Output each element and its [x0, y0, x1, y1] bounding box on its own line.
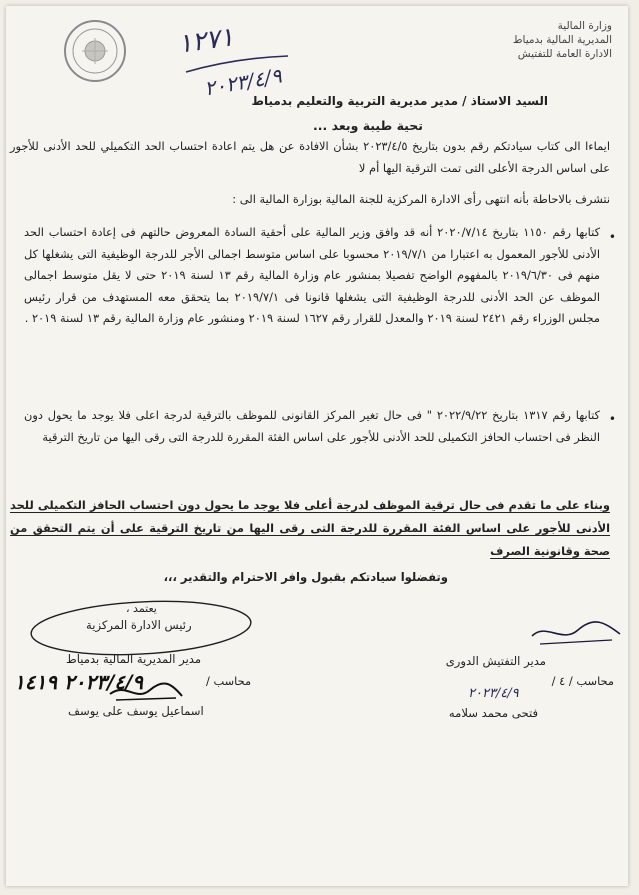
bullet-marker: • [608, 412, 616, 426]
left-signatory-name: اسماعيل يوسف على يوسف [68, 704, 204, 718]
bullet-item-1: كتابها رقم ١١٥٠ بتاريخ ٢٠٢٠/٧/١٤ أنه قد وافق وزير المالية على أحقية السادة المعروض حالتهم فى إعادة احتساب الحد الأدنى للأجور المعمول به اعتبارا من ٢٠١٩/٧/١ محسوبا على اساس متوسط اجمالى الأجر للدرجة الوظيفية التى يشغلها كل منهم فى ٢٠١٩/٦/٣٠ بالمفهوم الواضح تفصيلا بمنشور عام وزارة المالية رقم ١٣ لسنة ٢٠١٩ حتى لا يقل متوسط اجمالى الموظف عن الحد الأدنى للدرجة الوظيفية التى يشغلها قانونا فى ٢٠١٩/٧/١ بما يتحقق معه المستهدف من قرار رئيس مجلس الوزراء رقم ٢٤٢١ لسنة ٢٠١٩ والمعدل للقرار رقم ١٦٢٧ لسنة ٢٠١٩ ومنشور عام وزارة المالية رقم ١٣ لسنة ٢٠١٩ . [24, 225, 601, 325]
bullet-item-2: كتابها رقم ١٣١٧ بتاريخ ٢٠٢٢/٩/٢٢ " فى حال تغير المركز القانونى للموظف بالترقية لدرجة اعلى فلا يوجد ما يحول دون النظر فى احتساب الحافز التكميلى للحد الأدنى للأجور على اساس الفئة المقررة للدرجة التى رقى اليها من تاريخ الترقية [24, 408, 600, 444]
right-signatory-name: فتحى محمد سلامه [448, 706, 538, 720]
conclusion-paragraph: وبناء على ما تقدم فى حال ترقية الموظف لدرجة أعلى فلا يوجد ما يحول دون احتساب الحافز التكميلى للحد الأدنى للأجور على اساس الفئة المقررة للدرجة التى رقى اليها من تاريخ الترقية على أن يتم التحقق من صحة وقانونية الصرف [10, 498, 610, 558]
handwritten-reference-date: ٢٠٢٣/٤/٩ [202, 63, 284, 101]
addressee-line: السيد الاستاذ / مدير مديرية التربية والتعليم بدمياط [251, 94, 548, 108]
right-signature-scribble [526, 616, 626, 652]
approve-word: يعتمد ، [126, 602, 157, 615]
document-page [6, 6, 628, 886]
intro-paragraph: ايماءا الى كتاب سيادتكم رقم بدون بتاريخ ٢٠٢٣/٤/٥ بشأن الافادة عن هل يتم اعادة احتساب الحد التكميلي للحد الأدنى للأجور على اساس الدرجة الأعلى التى تمت الترقية اليها أم لا [10, 139, 610, 175]
left-signatory-title: مدير المديرية المالية بدمياط [66, 652, 202, 666]
accountant-label-right: محاسب / ٤ / [551, 674, 614, 688]
ministry-name: وزارة المالية [557, 20, 612, 32]
closing-line: وتفضلوا سيادتكم بقبول وافر الاحترام والتقدير ،،، [163, 570, 448, 584]
notice-line: نتشرف بالاحاطة بأنه انتهى رأى الادارة المركزية للجنة المالية بوزارة المالية الى : [232, 192, 610, 206]
right-handwritten-date: ٢٠٢٣/٤/٩ [468, 686, 519, 701]
head-title: رئيس الادارة المركزية [86, 618, 192, 632]
accountant-label-left: محاسب / [206, 674, 252, 688]
bullet-marker: • [608, 230, 616, 244]
handwritten-reference-number: ١٢٧١ [176, 22, 236, 60]
official-seal-stamp [62, 18, 128, 84]
letterhead [412, 19, 612, 61]
right-signatory-title: مدير التفتيش الدورى [445, 654, 546, 668]
department-name: الادارة العامة للتفتيش [517, 48, 612, 60]
greeting: تحية طيبة وبعد ... [313, 118, 423, 133]
left-handwritten-number: ٢٠٢٣/٤/٩ ١٤١٩ [14, 670, 143, 694]
left-signature-scribble [106, 676, 186, 706]
directorate-name: المديرية المالية بدمياط [512, 34, 612, 46]
